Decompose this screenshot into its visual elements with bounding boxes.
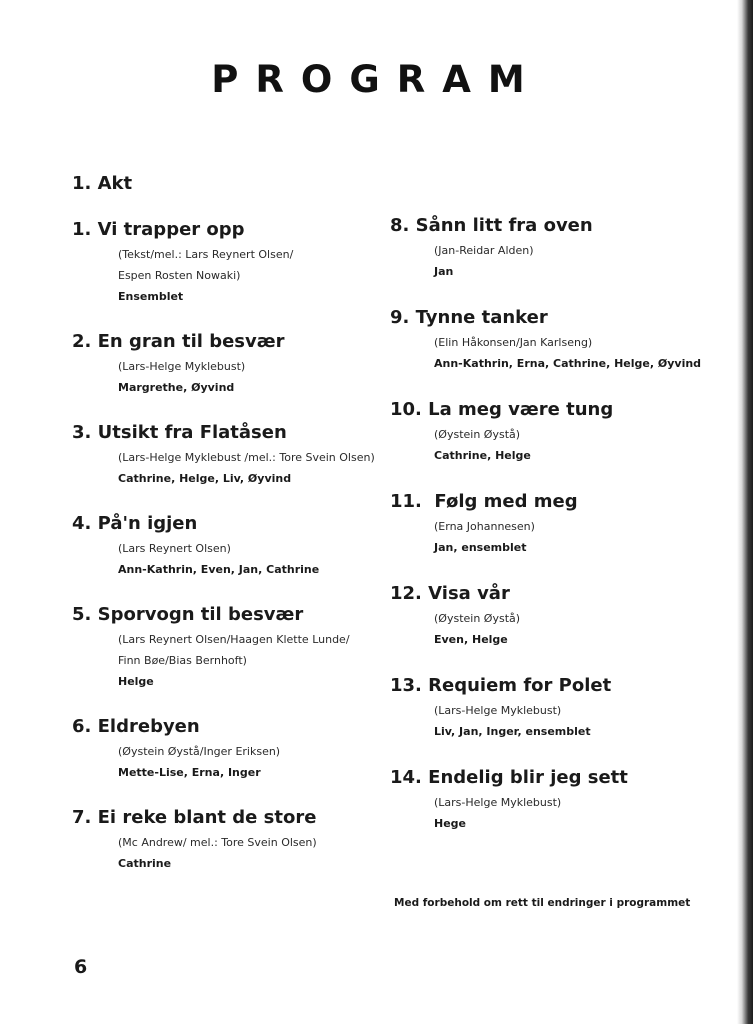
credits-line: Espen Rosten Nowaki): [118, 269, 241, 282]
song-credits: [434, 608, 720, 629]
song-performers: Ann-Kathrin, Even, Jan, Cathrine: [118, 563, 320, 576]
credits-line: (Øystein Øystå/Inger Eriksen): [118, 745, 281, 758]
song-title: 5. Sporvogn til besvær: [72, 604, 304, 625]
song-title: 12. Visa vår: [390, 583, 510, 604]
credits-line: (Tekst/mel.: Lars Reynert Olsen/: [118, 248, 294, 261]
program-entry: [390, 766, 720, 834]
song-credits: [434, 240, 720, 261]
credits-line: (Jan-Reidar Alden): [434, 244, 534, 257]
song-title: 7. Ei reke blant de store: [72, 807, 317, 828]
song-credits: [434, 516, 720, 537]
song-title: 11. Følg med meg: [390, 491, 578, 512]
act-heading: 1. Akt: [72, 173, 133, 194]
program-entry: [72, 715, 392, 783]
credits-line: (Øystein Øystå): [434, 428, 521, 441]
program-entry: [390, 306, 720, 374]
song-title: 8. Sånn litt fra oven: [390, 215, 593, 236]
credits-line: (Elin Håkonsen/Jan Karlseng): [434, 336, 593, 349]
song-performers: Cathrine, Helge, Liv, Øyvind: [118, 472, 292, 485]
song-performers: Ann-Kathrin, Erna, Cathrine, Helge, Øyvind: [434, 357, 702, 370]
song-credits: [434, 332, 720, 353]
program-entry: [390, 490, 720, 558]
credits-line: (Lars-Helge Myklebust): [434, 704, 562, 717]
song-title: 6. Eldrebyen: [72, 716, 200, 737]
song-performers: Jan, ensemblet: [434, 541, 527, 554]
song-performers: Cathrine, Helge: [434, 449, 531, 462]
song-title: 13. Requiem for Polet: [390, 675, 612, 696]
program-entry: [72, 330, 392, 398]
song-title: 4. På'n igjen: [72, 513, 198, 534]
song-credits: [434, 424, 720, 445]
song-performers: Even, Helge: [434, 633, 508, 646]
song-performers: Mette-Lise, Erna, Inger: [118, 766, 261, 779]
program-entry: [390, 674, 720, 742]
song-credits: [118, 832, 392, 853]
song-credits: [434, 700, 720, 721]
page-title: PROGRAM: [211, 58, 542, 101]
song-credits: [118, 629, 392, 671]
song-title: 1. Vi trapper opp: [72, 219, 245, 240]
song-title: 10. La meg være tung: [390, 399, 614, 420]
program-disclaimer: Med forbehold om rett til endringer i programmet: [394, 897, 691, 909]
program-entry: [72, 806, 392, 874]
song-performers: Cathrine: [118, 857, 172, 870]
credits-line: (Lars-Helge Myklebust): [118, 360, 246, 373]
song-performers: Helge: [118, 675, 154, 688]
song-credits: [118, 244, 392, 286]
book-spine-shadow: [737, 0, 753, 1024]
program-entry: [72, 421, 392, 489]
song-credits: [118, 538, 392, 559]
program-entry: [390, 214, 720, 282]
song-performers: Jan: [434, 265, 454, 278]
song-credits: [434, 792, 720, 813]
song-credits: [118, 356, 392, 377]
credits-line: Finn Bøe/Bias Bernhoft): [118, 654, 247, 667]
credits-line: (Lars-Helge Myklebust /mel.: Tore Svein Olsen): [118, 451, 375, 464]
program-entry: [390, 398, 720, 466]
program-entry: [72, 603, 392, 692]
song-title: 2. En gran til besvær: [72, 331, 285, 352]
credits-line: (Mc Andrew/ mel.: Tore Svein Olsen): [118, 836, 317, 849]
program-entry: [72, 512, 392, 580]
page-number: 6: [74, 956, 88, 978]
program-column-left: [72, 218, 392, 897]
program-entry: [390, 582, 720, 650]
credits-line: (Øystein Øystå): [434, 612, 521, 625]
program-column-right: [390, 214, 720, 858]
song-title: 3. Utsikt fra Flatåsen: [72, 422, 287, 443]
song-title: 9. Tynne tanker: [390, 307, 548, 328]
song-performers: Margrethe, Øyvind: [118, 381, 235, 394]
song-performers: Liv, Jan, Inger, ensemblet: [434, 725, 591, 738]
credits-line: (Lars Reynert Olsen): [118, 542, 231, 555]
song-credits: [118, 741, 392, 762]
program-entry: [72, 218, 392, 307]
song-title: 14. Endelig blir jeg sett: [390, 767, 628, 788]
credits-line: (Lars Reynert Olsen/Haagen Klette Lunde/: [118, 633, 350, 646]
credits-line: (Lars-Helge Myklebust): [434, 796, 562, 809]
credits-line: (Erna Johannesen): [434, 520, 535, 533]
song-performers: Ensemblet: [118, 290, 184, 303]
song-performers: Hege: [434, 817, 467, 830]
song-credits: [118, 447, 392, 468]
